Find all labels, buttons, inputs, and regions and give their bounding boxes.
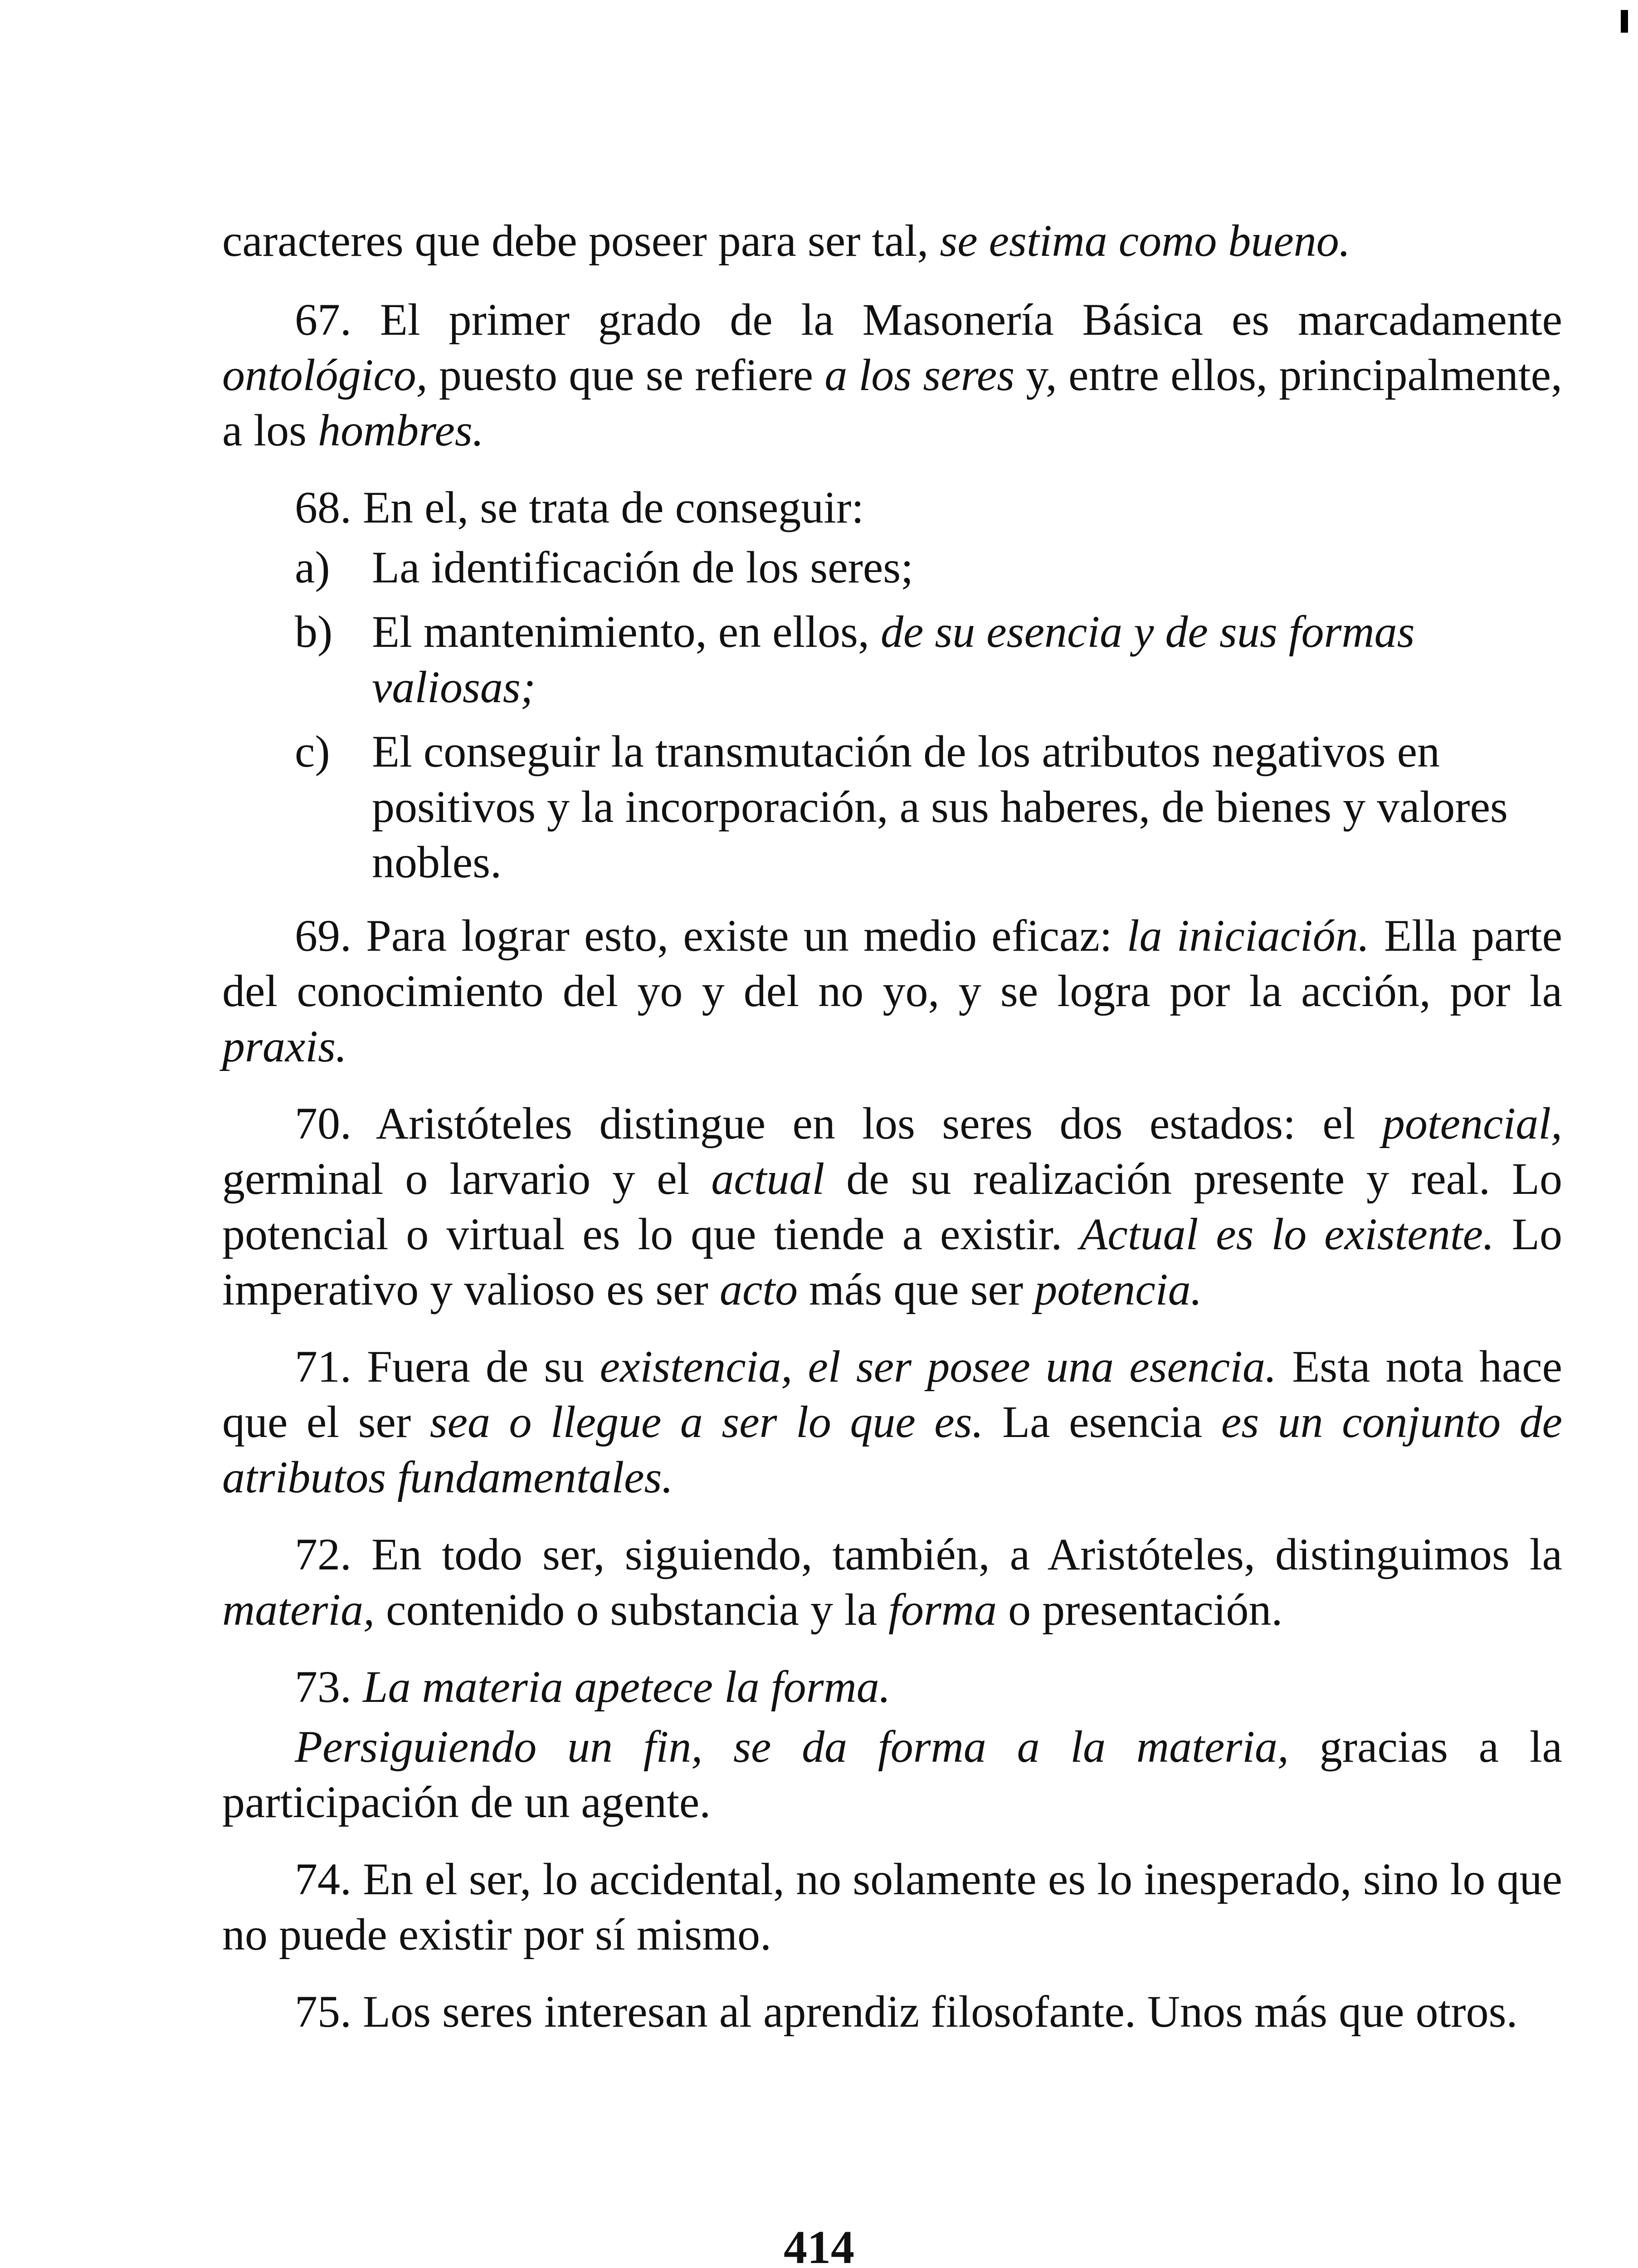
list-text-c: El conseguir la transmutación de los atributos negativos en positivos y la incorporación, a sus haberes, de bienes y valores nobles. (372, 726, 1508, 887)
paragraph-67 (222, 292, 1562, 458)
paragraph-71 (222, 1339, 1562, 1505)
p72-emphasis-2: forma (888, 1584, 997, 1635)
p73-number: 73. (295, 1662, 363, 1712)
list-text-a: La identificación de los seres; (372, 542, 913, 592)
p71-emphasis-1: existencia, el ser posee una esencia. (600, 1341, 1277, 1392)
list-68 (295, 540, 1562, 890)
p67-emphasis-2: a los seres (824, 350, 1015, 400)
paragraph-68-intro: 68. En el, se trata de conseguir: (295, 482, 864, 533)
p67-emphasis-1: ontológico, (222, 350, 428, 400)
p69-text-2: Ella parte del conocimiento del yo y del no yo, y se logra por la acción, por la (222, 910, 1563, 1016)
p73-text-2: gracias a la participación de un agente. (222, 1721, 1562, 1827)
continuation-text: caracteres que debe poseer para ser tal, (222, 215, 940, 266)
p71-emphasis-2: sea o llegue a ser lo que es. (429, 1397, 984, 1447)
list-b-emphasis: de su esencia y de sus formas valiosas; (372, 606, 1415, 712)
paragraph-continuation (222, 213, 1562, 269)
p71-text-1: 71. Fuera de su (295, 1341, 600, 1392)
p70-text-3: de su realización presente y real. Lo potencial o virtual es lo que tiende a existir. (222, 1154, 1562, 1259)
p73-emphasis-1: La materia apetece la forma. (363, 1662, 891, 1712)
p72-text-1: 72. En todo ser, siguiendo, también, a Aristóteles, distinguimos la (295, 1529, 1562, 1579)
p67-text-1: 67. El primer grado de la Masonería Básica es marcadamente (295, 294, 1562, 345)
paragraph-75: 75. Los seres interesan al aprendiz filosofante. Unos más que otros. (295, 1986, 1518, 2037)
p70-text-2: germinal o larvario y el (222, 1154, 712, 1204)
p70-text-1: 70. Aristóteles distingue en los seres dos estados: el (295, 1098, 1382, 1149)
list-label-b: b) (295, 606, 333, 657)
list-label-a: a) (295, 542, 330, 592)
p72-text-3: o presentación. (997, 1584, 1283, 1635)
p67-text-2: puesto que se refiere (427, 350, 825, 400)
p71-text-2: Esta nota hace que el ser (222, 1341, 1562, 1447)
p69-text-1: 69. Para lograr esto, existe un medio eficaz: (295, 910, 1127, 961)
continuation-emphasis: se estima como bueno. (940, 215, 1350, 266)
paragraph-69 (222, 908, 1562, 1074)
p67-emphasis-3: hombres. (318, 405, 484, 455)
list-text-b (372, 604, 1562, 715)
paragraph-73-body (222, 1719, 1562, 1830)
p73-emphasis-2: Persiguiendo un fin, se da forma a la materia, (295, 1721, 1289, 1772)
p70-text-5: más que ser (798, 1264, 1035, 1315)
p69-emphasis-1: la iniciación. (1126, 910, 1370, 961)
list-item-b (295, 604, 1562, 715)
p67-text-3: y, entre ellos, principalmente, a los (222, 350, 1563, 455)
p70-emphasis-3: Actual es lo existente. (1080, 1209, 1494, 1259)
paragraph-74: 74. En el ser, lo accidental, no solamente es lo inesperado, sino lo que no puede existir por sí mismo. (222, 1854, 1562, 1960)
list-b-text: El mantenimiento, en ellos, (372, 606, 881, 657)
p70-emphasis-1: potencial, (1382, 1098, 1562, 1149)
p70-emphasis-2: actual (711, 1154, 825, 1204)
paragraph-70 (222, 1096, 1562, 1317)
paragraph-72 (222, 1527, 1562, 1637)
p70-text-4: Lo imperativo y valioso es ser (222, 1209, 1562, 1315)
p72-emphasis-1: materia, (222, 1584, 375, 1635)
p72-text-2: contenido o substancia y la (375, 1584, 889, 1635)
list-item-c (295, 724, 1562, 890)
p69-emphasis-2: praxis. (222, 1021, 347, 1071)
p70-emphasis-4: acto (719, 1264, 798, 1315)
page-body (222, 213, 1562, 2061)
page-number: 414 (784, 2221, 854, 2268)
scan-edge-mark (1621, 10, 1628, 33)
p71-emphasis-3: es un conjunto de atributos fundamentales. (222, 1397, 1562, 1502)
paragraph-73-heading (222, 1659, 1562, 1715)
list-label-c: c) (295, 726, 330, 777)
p70-emphasis-5: potencia. (1034, 1264, 1202, 1315)
p71-text-3: La esencia (983, 1397, 1221, 1447)
list-item-a (295, 540, 1562, 595)
